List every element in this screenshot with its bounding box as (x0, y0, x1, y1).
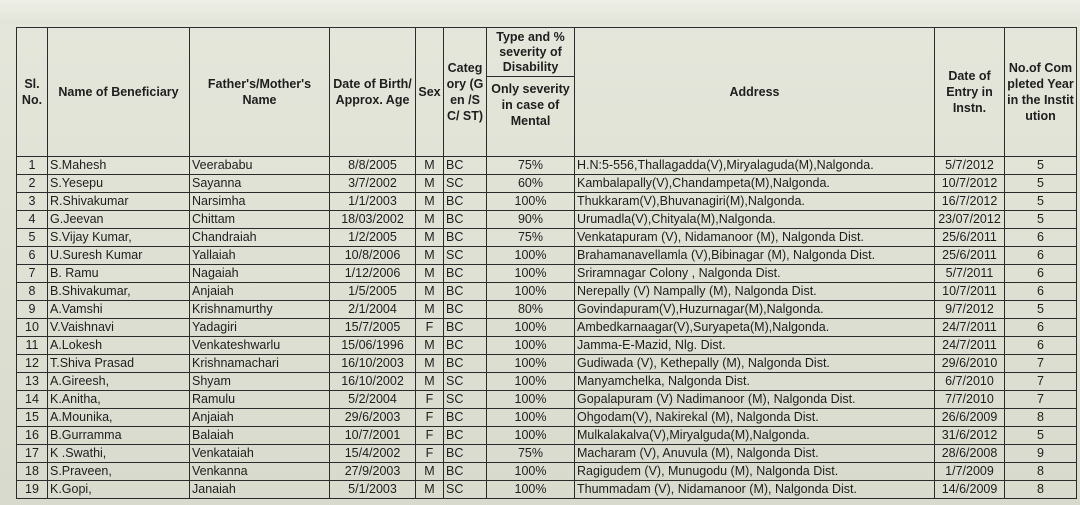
table-row (17, 193, 1077, 211)
cell-category: BC (444, 319, 487, 337)
cell-parent: Ramulu (190, 391, 330, 409)
table-row (17, 157, 1077, 175)
cell-dob: 27/9/2003 (330, 463, 416, 481)
cell-sl-no: 13 (17, 373, 48, 391)
cell-years: 7 (1005, 391, 1077, 409)
cell-years: 6 (1005, 283, 1077, 301)
cell-severity: 100% (487, 283, 575, 301)
table-row (17, 175, 1077, 193)
cell-address: Nerepally (V) Nampally (M), Nalgonda Dist. (575, 283, 935, 301)
cell-category: SC (444, 391, 487, 409)
cell-parent: Krishnamurthy (190, 301, 330, 319)
cell-dob: 10/8/2006 (330, 247, 416, 265)
cell-address: Urumadla(V),Chityala(M),Nalgonda. (575, 211, 935, 229)
table-row (17, 265, 1077, 283)
table-row (17, 427, 1077, 445)
cell-name: S.Vijay Kumar, (48, 229, 190, 247)
cell-years: 6 (1005, 337, 1077, 355)
cell-parent: Veerababu (190, 157, 330, 175)
cell-severity: 75% (487, 157, 575, 175)
cell-parent: Shyam (190, 373, 330, 391)
cell-sl-no: 10 (17, 319, 48, 337)
table-row (17, 319, 1077, 337)
cell-sl-no: 16 (17, 427, 48, 445)
cell-address: Thukkaram(V),Bhuvanagiri(M),Nalgonda. (575, 193, 935, 211)
cell-dob: 8/8/2005 (330, 157, 416, 175)
cell-address: Thummadam (V), Nidamanoor (M), Nalgonda Dist. (575, 481, 935, 499)
cell-address: Mulkalakalva(V),Miryalguda(M),Nalgonda. (575, 427, 935, 445)
cell-name: A.Lokesh (48, 337, 190, 355)
beneficiary-table (16, 27, 1077, 499)
cell-category: SC (444, 373, 487, 391)
cell-category: BC (444, 283, 487, 301)
table-row (17, 301, 1077, 319)
cell-entry-date: 26/6/2009 (935, 409, 1005, 427)
cell-name: S.Mahesh (48, 157, 190, 175)
cell-address: Macharam (V), Anuvula (M), Nalgonda Dist. (575, 445, 935, 463)
cell-sex: M (416, 193, 444, 211)
cell-parent: Anjaiah (190, 409, 330, 427)
cell-entry-date: 9/7/2012 (935, 301, 1005, 319)
cell-parent: Venkanna (190, 463, 330, 481)
table-row (17, 481, 1077, 499)
cell-severity: 100% (487, 463, 575, 481)
cell-years: 6 (1005, 229, 1077, 247)
cell-sl-no: 18 (17, 463, 48, 481)
cell-sex: F (416, 319, 444, 337)
cell-category: BC (444, 193, 487, 211)
cell-dob: 1/12/2006 (330, 265, 416, 283)
cell-entry-date: 16/7/2012 (935, 193, 1005, 211)
cell-address: Gopalapuram (V) Nadimanoor (M), Nalgonda Dist. (575, 391, 935, 409)
cell-entry-date: 7/7/2010 (935, 391, 1005, 409)
cell-name: U.Suresh Kumar (48, 247, 190, 265)
cell-sl-no: 12 (17, 355, 48, 373)
cell-parent: Sayanna (190, 175, 330, 193)
cell-severity: 100% (487, 481, 575, 499)
cell-dob: 5/2/2004 (330, 391, 416, 409)
cell-category: BC (444, 157, 487, 175)
cell-address: Kambalapally(V),Chandampeta(M),Nalgonda. (575, 175, 935, 193)
cell-years: 8 (1005, 463, 1077, 481)
cell-sl-no: 5 (17, 229, 48, 247)
cell-dob: 1/5/2005 (330, 283, 416, 301)
cell-sex: M (416, 157, 444, 175)
cell-name: G.Jeevan (48, 211, 190, 229)
cell-parent: Chittam (190, 211, 330, 229)
cell-sl-no: 15 (17, 409, 48, 427)
cell-sex: M (416, 373, 444, 391)
cell-sex: M (416, 337, 444, 355)
cell-parent: Nagaiah (190, 265, 330, 283)
cell-sl-no: 11 (17, 337, 48, 355)
cell-address: Brahamanavellamla (V),Bibinagar (M), Nalgonda Dist. (575, 247, 935, 265)
cell-sex: M (416, 211, 444, 229)
cell-severity: 75% (487, 445, 575, 463)
cell-dob: 15/4/2002 (330, 445, 416, 463)
cell-parent: Yallaiah (190, 247, 330, 265)
cell-sl-no: 2 (17, 175, 48, 193)
cell-category: BC (444, 229, 487, 247)
cell-address: Ambedkarnaagar(V),Suryapeta(M),Nalgonda. (575, 319, 935, 337)
cell-sl-no: 8 (17, 283, 48, 301)
cell-name: V.Vaishnavi (48, 319, 190, 337)
cell-category: BC (444, 337, 487, 355)
page-top-margin (0, 0, 1080, 24)
cell-sl-no: 19 (17, 481, 48, 499)
cell-address: Venkatapuram (V), Nidamanoor (M), Nalgonda Dist. (575, 229, 935, 247)
cell-entry-date: 10/7/2012 (935, 175, 1005, 193)
cell-address: Manyamchelka, Nalgonda Dist. (575, 373, 935, 391)
table-row (17, 445, 1077, 463)
table-row (17, 283, 1077, 301)
table-row (17, 247, 1077, 265)
cell-sex: F (416, 445, 444, 463)
cell-parent: Chandraiah (190, 229, 330, 247)
cell-name: K.Anitha, (48, 391, 190, 409)
cell-category: BC (444, 301, 487, 319)
cell-severity: 100% (487, 319, 575, 337)
cell-category: BC (444, 409, 487, 427)
cell-sex: M (416, 463, 444, 481)
cell-years: 6 (1005, 319, 1077, 337)
cell-years: 5 (1005, 193, 1077, 211)
cell-name: S.Yesepu (48, 175, 190, 193)
cell-sex: M (416, 229, 444, 247)
table-row (17, 373, 1077, 391)
header-sl-no: Sl. No. (17, 28, 48, 157)
cell-dob: 16/10/2003 (330, 355, 416, 373)
cell-sex: M (416, 355, 444, 373)
cell-entry-date: 25/6/2011 (935, 247, 1005, 265)
cell-category: BC (444, 445, 487, 463)
cell-entry-date: 5/7/2011 (935, 265, 1005, 283)
table-row (17, 391, 1077, 409)
cell-address: Ohgodam(V), Nakirekal (M), Nalgonda Dist. (575, 409, 935, 427)
cell-address: Gudiwada (V), Kethepally (M), Nalgonda Dist. (575, 355, 935, 373)
cell-sl-no: 6 (17, 247, 48, 265)
cell-name: B. Ramu (48, 265, 190, 283)
cell-parent: Janaiah (190, 481, 330, 499)
cell-name: R.Shivakumar (48, 193, 190, 211)
cell-entry-date: 24/7/2011 (935, 337, 1005, 355)
header-disability-mental: Only severity in case of Mental (491, 82, 570, 128)
table-row (17, 409, 1077, 427)
cell-sl-no: 14 (17, 391, 48, 409)
header-completed-years: No.of Completed Year in the Institution (1005, 28, 1077, 157)
header-disability (487, 28, 575, 157)
cell-category: BC (444, 355, 487, 373)
cell-sex: M (416, 481, 444, 499)
cell-dob: 3/7/2002 (330, 175, 416, 193)
cell-name: A.Mounika, (48, 409, 190, 427)
cell-dob: 15/7/2005 (330, 319, 416, 337)
cell-dob: 16/10/2002 (330, 373, 416, 391)
cell-entry-date: 24/7/2011 (935, 319, 1005, 337)
cell-years: 5 (1005, 175, 1077, 193)
header-sex: Sex (416, 28, 444, 157)
cell-severity: 100% (487, 373, 575, 391)
cell-years: 8 (1005, 481, 1077, 499)
table-body (17, 157, 1077, 499)
cell-name: K.Gopi, (48, 481, 190, 499)
cell-entry-date: 10/7/2011 (935, 283, 1005, 301)
cell-years: 6 (1005, 265, 1077, 283)
cell-sex: M (416, 247, 444, 265)
cell-sex: F (416, 391, 444, 409)
cell-years: 7 (1005, 355, 1077, 373)
cell-category: BC (444, 211, 487, 229)
cell-years: 5 (1005, 211, 1077, 229)
header-name: Name of Beneficiary (48, 28, 190, 157)
cell-parent: Balaiah (190, 427, 330, 445)
header-parent: Father's/Mother's Name (190, 28, 330, 157)
cell-category: BC (444, 463, 487, 481)
cell-dob: 18/03/2002 (330, 211, 416, 229)
header-row (17, 28, 1077, 157)
cell-dob: 29/6/2003 (330, 409, 416, 427)
cell-entry-date: 31/6/2012 (935, 427, 1005, 445)
cell-category: SC (444, 175, 487, 193)
cell-category: BC (444, 265, 487, 283)
header-address: Address (575, 28, 935, 157)
cell-name: K .Swathi, (48, 445, 190, 463)
cell-parent: Venkateshwarlu (190, 337, 330, 355)
cell-dob: 1/1/2003 (330, 193, 416, 211)
cell-address: Sriramnagar Colony , Nalgonda Dist. (575, 265, 935, 283)
cell-severity: 90% (487, 211, 575, 229)
cell-category: SC (444, 247, 487, 265)
cell-sex: M (416, 283, 444, 301)
cell-name: B.Gurramma (48, 427, 190, 445)
cell-years: 5 (1005, 301, 1077, 319)
cell-years: 8 (1005, 409, 1077, 427)
header-entry-date: Date of Entry in Instn. (935, 28, 1005, 157)
cell-sl-no: 1 (17, 157, 48, 175)
cell-dob: 2/1/2004 (330, 301, 416, 319)
cell-sex: M (416, 301, 444, 319)
cell-sex: M (416, 265, 444, 283)
cell-parent: Venkataiah (190, 445, 330, 463)
cell-name: A.Vamshi (48, 301, 190, 319)
cell-severity: 100% (487, 247, 575, 265)
cell-years: 9 (1005, 445, 1077, 463)
cell-sl-no: 9 (17, 301, 48, 319)
cell-sl-no: 17 (17, 445, 48, 463)
table-row (17, 337, 1077, 355)
table-row (17, 211, 1077, 229)
cell-sl-no: 4 (17, 211, 48, 229)
cell-sex: M (416, 175, 444, 193)
cell-severity: 60% (487, 175, 575, 193)
cell-entry-date: 6/7/2010 (935, 373, 1005, 391)
header-dob: Date of Birth/ Approx. Age (330, 28, 416, 157)
cell-name: T.Shiva Prasad (48, 355, 190, 373)
cell-category: BC (444, 427, 487, 445)
cell-dob: 5/1/2003 (330, 481, 416, 499)
cell-name: B.Shivakumar, (48, 283, 190, 301)
cell-dob: 10/7/2001 (330, 427, 416, 445)
cell-years: 5 (1005, 157, 1077, 175)
cell-sex: F (416, 427, 444, 445)
cell-severity: 100% (487, 265, 575, 283)
cell-years: 6 (1005, 247, 1077, 265)
cell-address: Govindapuram(V),Huzurnagar(M),Nalgonda. (575, 301, 935, 319)
cell-severity: 80% (487, 301, 575, 319)
cell-dob: 15/06/1996 (330, 337, 416, 355)
cell-entry-date: 1/7/2009 (935, 463, 1005, 481)
table-row (17, 463, 1077, 481)
header-category: Category (Gen /SC/ ST) (444, 28, 487, 157)
cell-name: S.Praveen, (48, 463, 190, 481)
cell-category: SC (444, 481, 487, 499)
cell-parent: Krishnamachari (190, 355, 330, 373)
cell-address: H.N:5-556,Thallagadda(V),Miryalaguda(M),Nalgonda. (575, 157, 935, 175)
cell-dob: 1/2/2005 (330, 229, 416, 247)
cell-sl-no: 7 (17, 265, 48, 283)
cell-entry-date: 5/7/2012 (935, 157, 1005, 175)
cell-parent: Narsimha (190, 193, 330, 211)
cell-entry-date: 14/6/2009 (935, 481, 1005, 499)
cell-entry-date: 29/6/2010 (935, 355, 1005, 373)
cell-severity: 75% (487, 229, 575, 247)
table-row (17, 229, 1077, 247)
cell-sex: F (416, 409, 444, 427)
cell-sl-no: 3 (17, 193, 48, 211)
cell-address: Ragigudem (V), Munugodu (M), Nalgonda Dist. (575, 463, 935, 481)
cell-entry-date: 25/6/2011 (935, 229, 1005, 247)
cell-entry-date: 23/07/2012 (935, 211, 1005, 229)
table-row (17, 355, 1077, 373)
cell-severity: 100% (487, 409, 575, 427)
cell-parent: Yadagiri (190, 319, 330, 337)
cell-severity: 100% (487, 355, 575, 373)
cell-years: 5 (1005, 427, 1077, 445)
cell-severity: 100% (487, 427, 575, 445)
cell-severity: 100% (487, 193, 575, 211)
cell-entry-date: 28/6/2008 (935, 445, 1005, 463)
header-disability-type: Type and % severity of Disability (487, 28, 574, 77)
cell-severity: 100% (487, 391, 575, 409)
cell-parent: Anjaiah (190, 283, 330, 301)
cell-name: A.Gireesh, (48, 373, 190, 391)
cell-years: 7 (1005, 373, 1077, 391)
cell-severity: 100% (487, 337, 575, 355)
cell-address: Jamma-E-Mazid, Nlg. Dist. (575, 337, 935, 355)
